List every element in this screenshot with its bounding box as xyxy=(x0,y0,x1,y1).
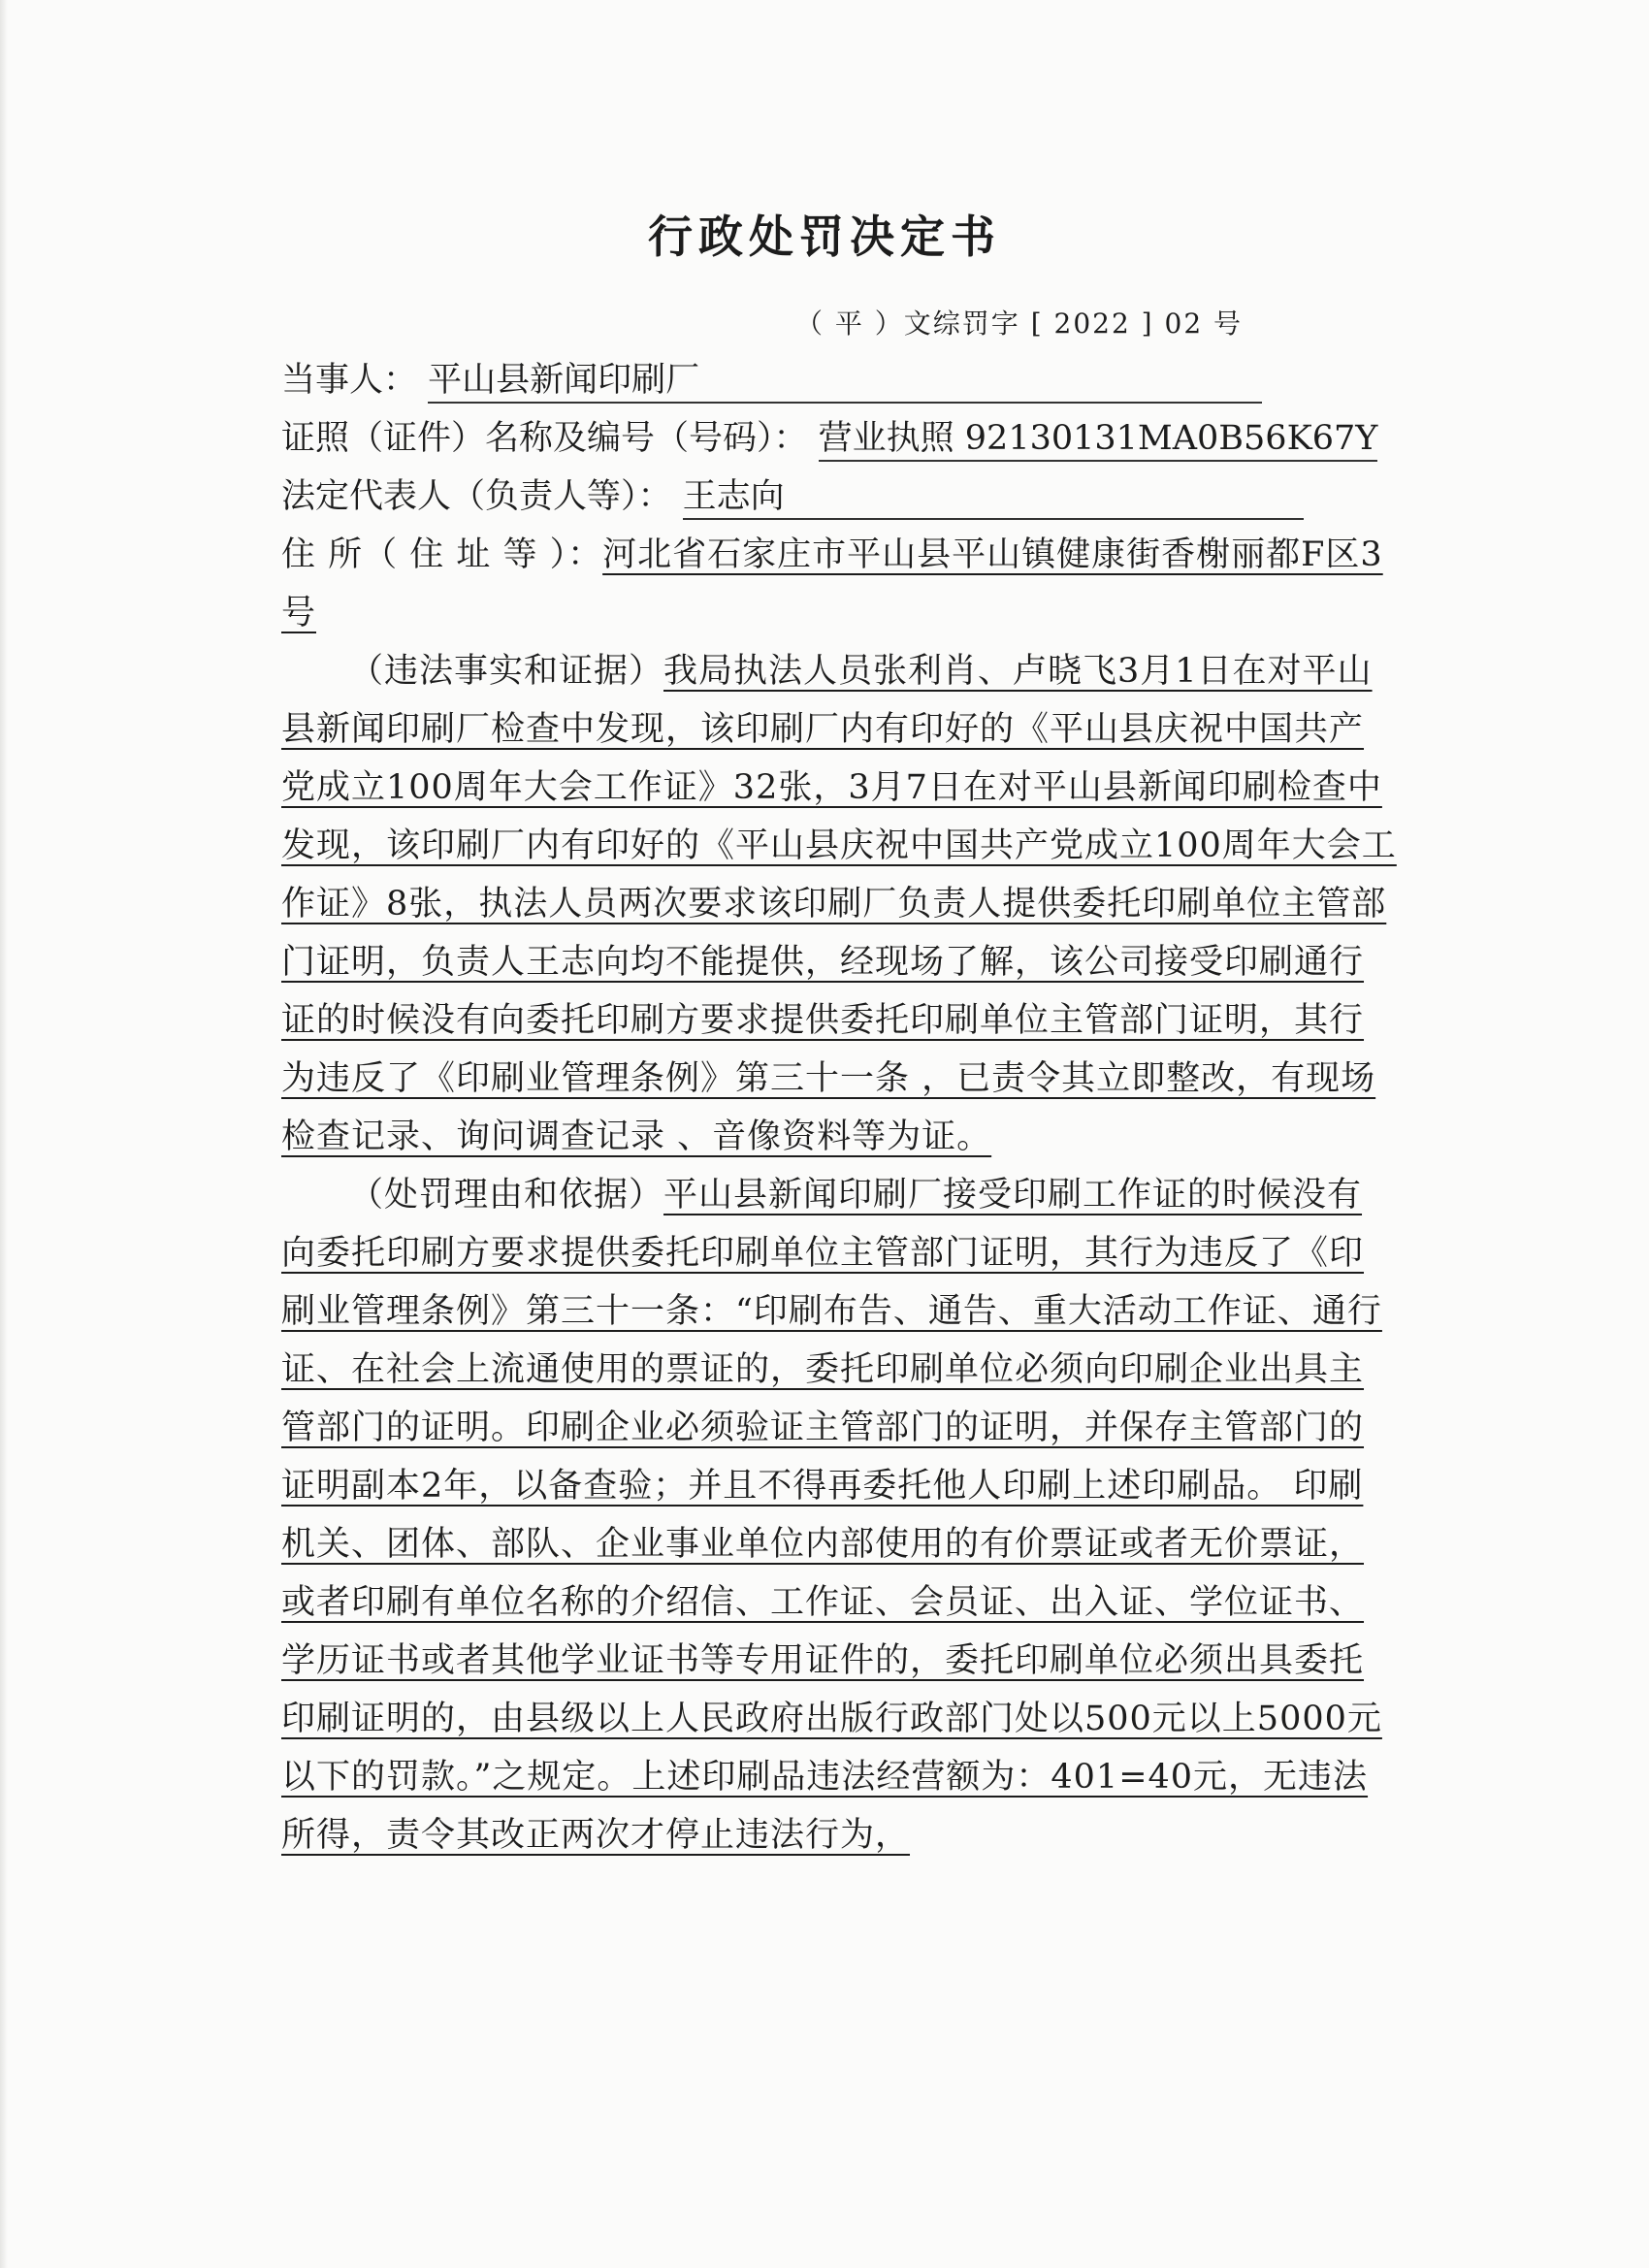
document-title: 行政处罚决定书 xyxy=(648,211,1001,263)
license-row xyxy=(281,409,1397,468)
license-value: 营业执照 92130131MA0B56K67Y xyxy=(819,417,1378,462)
facts-paragraph xyxy=(281,642,1397,1166)
facts-heading: （违法事实和证据） xyxy=(349,652,664,691)
scan-edge xyxy=(0,0,8,2268)
address-label: 住 所（ 住 址 等 ）： xyxy=(281,535,603,574)
reasons-text: 平山县新闻印刷厂接受印刷工作证的时候没有向委托印刷方要求提供委托印刷单位主管部门证明，其行为违反了《印刷业管理条例》第三十一条：“印刷布告、通告、重大活动工作证、通行证、在社会上流通使用的票证的，委托印刷单位必须向印刷企业出具主管部门的证明。印刷企业必须验证主管部门的证明，并保存主管部门的证明副本2年，以备查验；并且不得再委托他人印刷上述印刷品。 印刷机关、团体、部队、企业事业单位内部使用的有价票证或者无价票证，或者印刷有单位名称的介绍信、工作证、会员证、出入证、学位证书、学历证书或者其他学业证书等专用证件的，委托印刷单位必须出具委托印刷证明的，由县级以上人民政府出版行政部门处以500元以上5000元以下的罚款。”之规定。上述印刷品违法经营额为：401=40元，无违法所得，责令其改正两次才停止违法行为， xyxy=(281,1176,1382,1855)
party-label: 当事人： xyxy=(281,361,418,400)
document-number: （ 平 ）文综罚字 [ 2022 ] 02 号 xyxy=(795,308,1244,340)
facts-text: 我局执法人员张利肖、卢晓飞3月1日在对平山县新闻印刷厂检查中发现，该印刷厂内有印好的《平山县庆祝中国共产党成立100周年大会工作证》32张，3月7日在对平山县新闻印刷检查中发现，该印刷厂内有印好的《平山县庆祝中国共产党成立100周年大会工作证》8张，执法人员两次要求该印刷厂负责人提供委托印刷单位主管部门证明，负责人王志向均不能提供，经现场了解，该公司接受印刷通行证的时候没有向委托印刷方要求提供委托印刷单位主管部门证明，其行为违反了《印刷业管理条例》第三十一条 ，已责令其立即整改，有现场检查记录、询问调查记录 、音像资料等为证。 xyxy=(281,652,1397,1156)
address-row xyxy=(281,526,1397,642)
party-row xyxy=(281,351,1397,409)
address-value: 河北省石家庄市平山县平山镇健康街香榭丽都F区3号 xyxy=(281,535,1383,632)
representative-label: 法定代表人（负责人等）： xyxy=(281,477,672,516)
document-body xyxy=(281,351,1397,1864)
license-label: 证照（证件）名称及编号（号码）： xyxy=(281,419,808,458)
party-value: 平山县新闻印刷厂 xyxy=(428,359,1262,404)
reasons-paragraph xyxy=(281,1166,1397,1864)
reasons-heading: （处罚理由和依据） xyxy=(349,1176,664,1215)
representative-value: 王志向 xyxy=(683,475,1304,520)
representative-row xyxy=(281,468,1397,526)
